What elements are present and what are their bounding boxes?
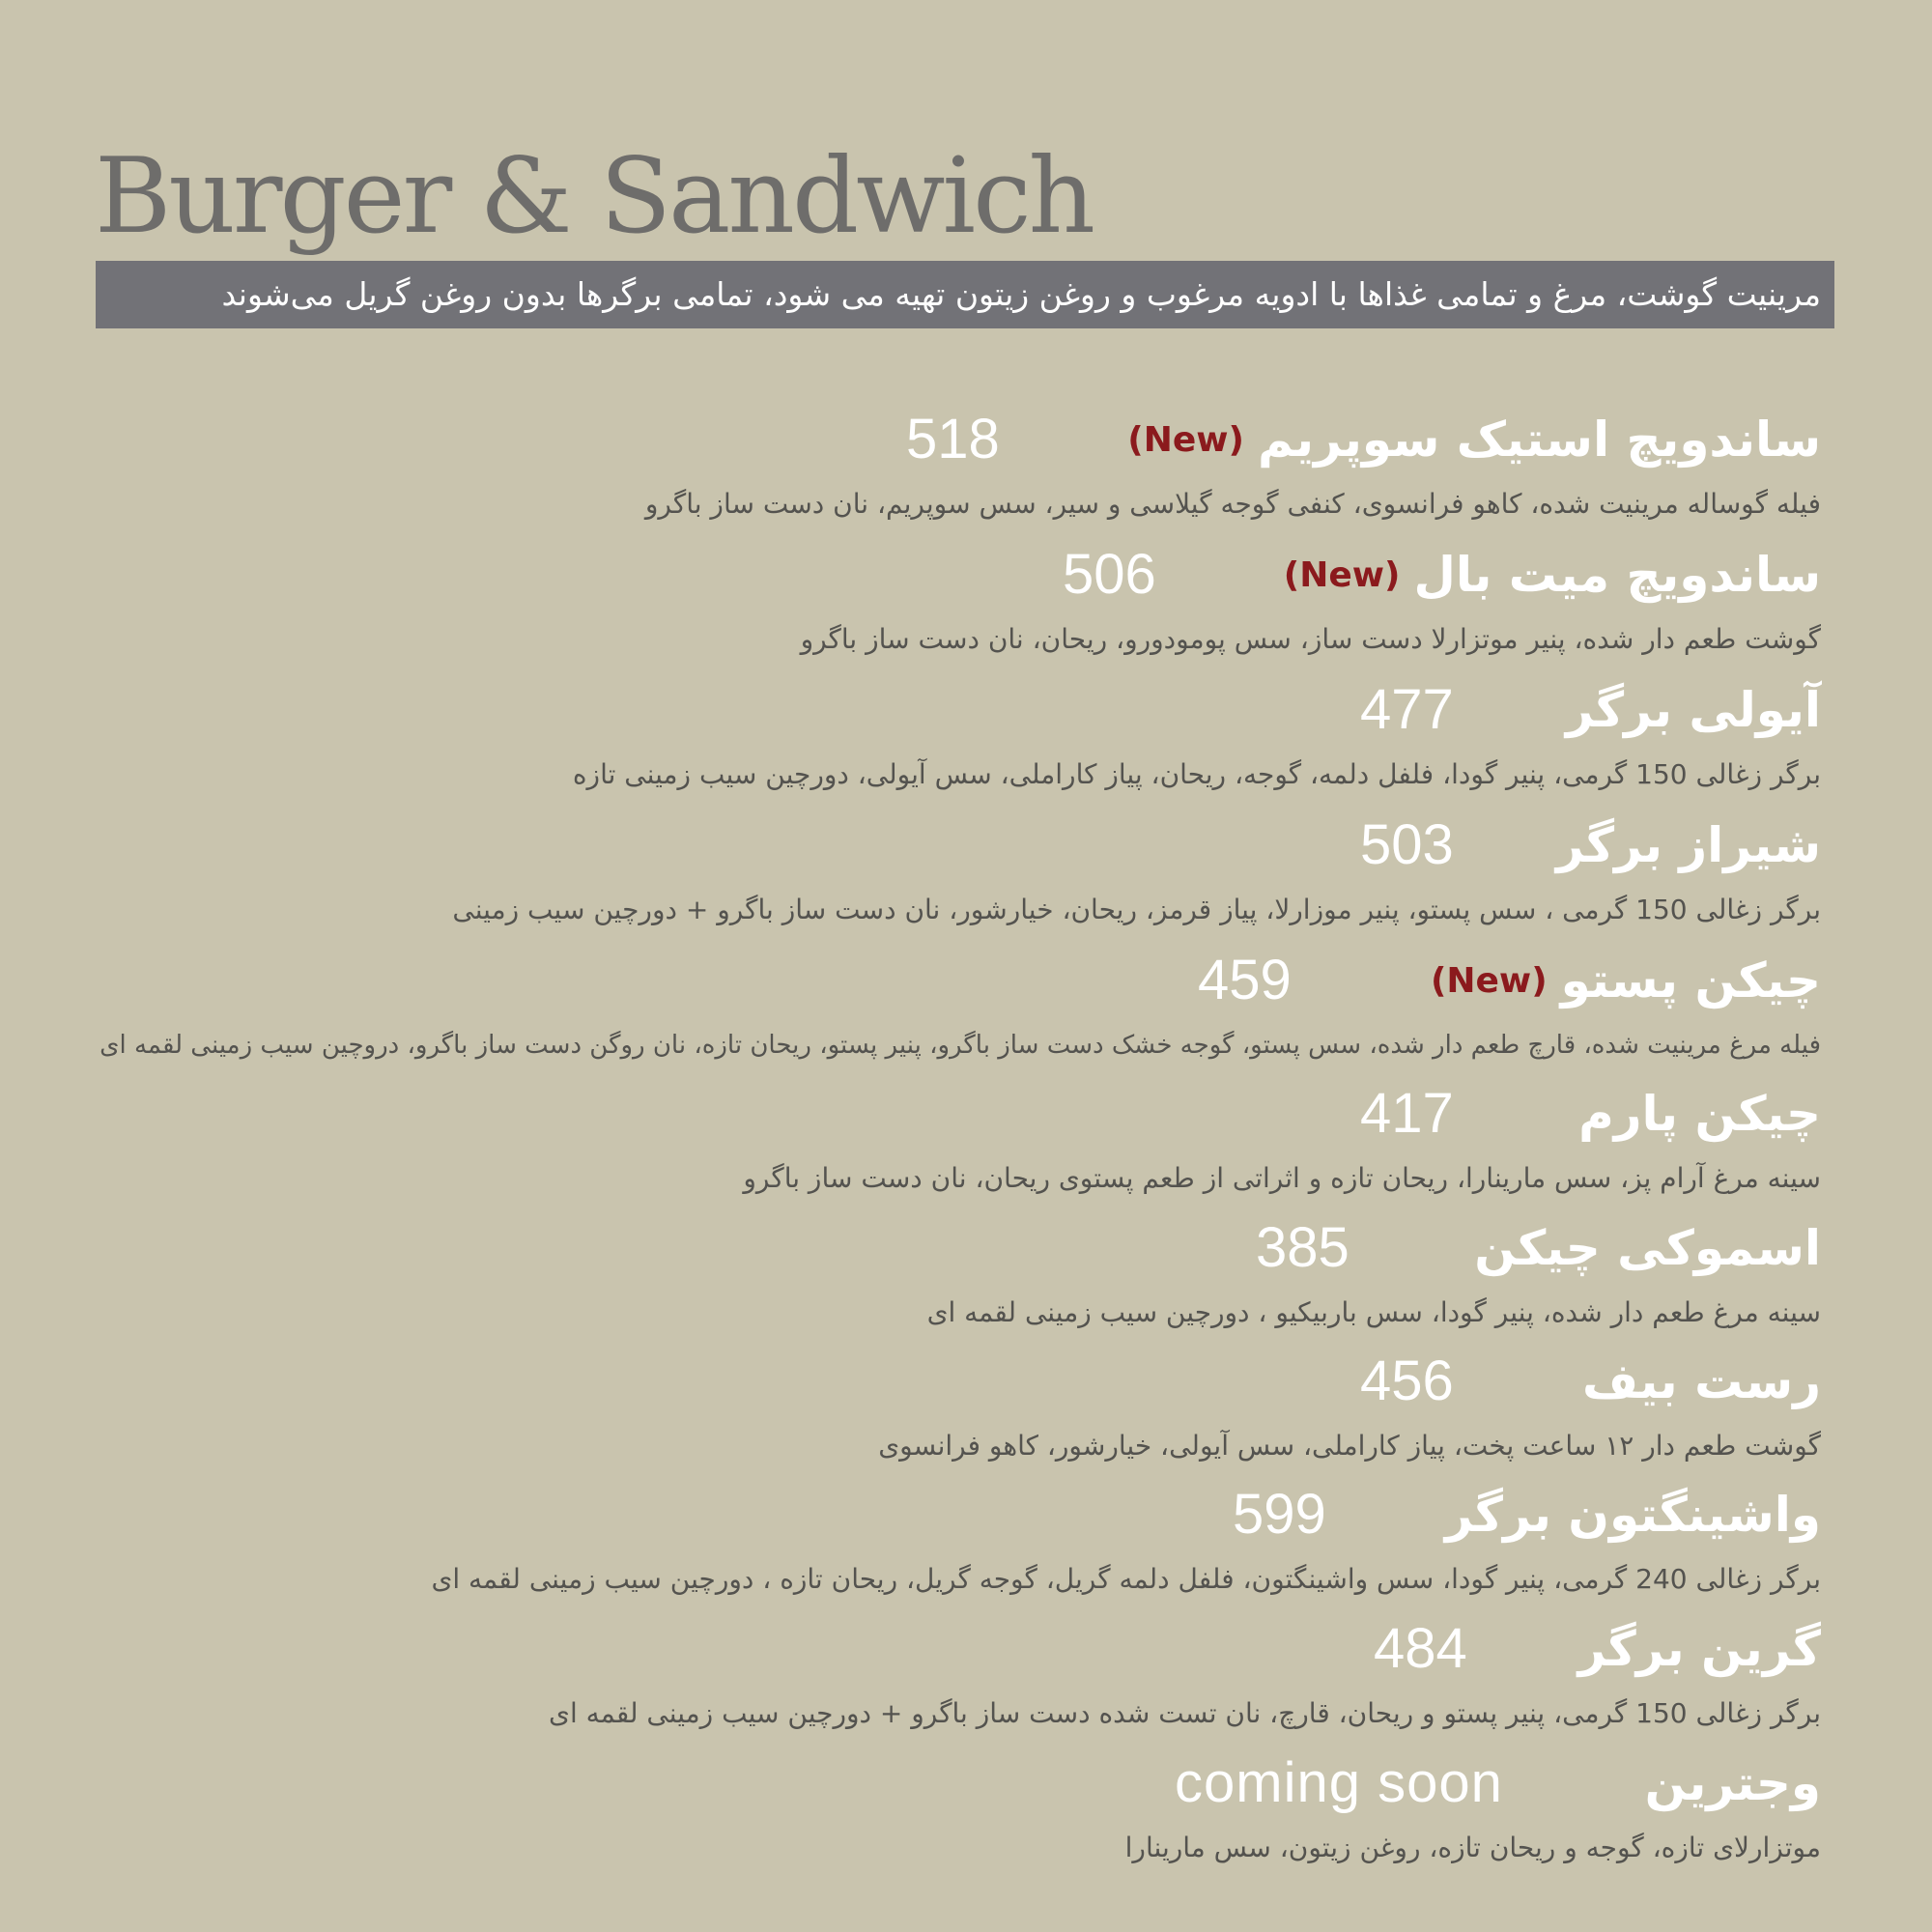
menu-item-description: فیله گوساله مرینیت شده، کاهو فرانسوی، کنفی گوجه گیلاسی و سیر، سس سوپریم، نان دست ساز باگرو [644, 488, 1821, 520]
menu-item [97, 942, 1821, 1075]
menu-item-description: برگر زغالی 240 گرمی، پنیر گودا، سس واشینگتون، فلفل دلمه گریل، گوجه گریل، ریحان تازه ، دورچین سیب زمینی لقمه ای [431, 1563, 1821, 1595]
menu-item-description: سینه مرغ طعم دار شده، پنیر گودا، سس باربیکیو ، دورچین سیب زمینی لقمه ای [926, 1296, 1821, 1328]
menu-item-description: سینه مرغ آرام پز، سس مارینارا، ریحان تازه و اثراتی از طعم پستوی ریحان، نان دست ساز باگرو [743, 1162, 1821, 1194]
menu-item [97, 1343, 1821, 1476]
menu-item-description: موتزارلای تازه، گوجه و ریحان تازه، روغن زیتون، سس مارینارا [1124, 1832, 1821, 1863]
menu-item-price: 456 [1360, 1350, 1454, 1412]
menu-item [97, 671, 1821, 805]
menu-item-header [1127, 401, 1821, 478]
menu-item-price: 459 [1198, 949, 1292, 1011]
menu-item [97, 1476, 1821, 1609]
menu-item [97, 401, 1821, 534]
menu-item-header [1431, 942, 1821, 1019]
menu-item-header [1645, 1745, 1821, 1822]
new-badge: (New) [1127, 419, 1244, 460]
menu-item-description: فیله مرغ مرینیت شده، قارچ طعم دار شده، سس پستو، گوجه خشک دست ساز باگرو، پنیر پستو، ریحان تازه، نان روگن دست ساز باگرو، دروچین سیب زمینی لقمه ای [99, 1031, 1821, 1060]
menu-item-name: ساندویچ استیک سوپریم [1257, 412, 1821, 468]
menu-item-name: واشینگتون برگر [1444, 1487, 1821, 1543]
menu-item [97, 807, 1821, 940]
menu-item-header [1445, 1476, 1821, 1553]
menu-item-description: برگر زغالی 150 گرمی، پنیر پستو و ریحان، قارچ، نان تست شده دست ساز باگرو + دورچین سیب زمینی لقمه ای [549, 1697, 1821, 1729]
menu-item-description: گوشت طعم دار شده، پنیر موتزارلا دست ساز، سس پومودورو، ریحان، نان دست ساز باگرو [800, 623, 1821, 655]
menu-item-header [1582, 1343, 1821, 1420]
menu-item-header [1578, 1075, 1821, 1152]
menu-item-price: coming soon [1175, 1751, 1503, 1814]
menu-item-header [1556, 807, 1821, 884]
menu-item-price: 484 [1374, 1617, 1467, 1680]
menu-item-price: 518 [906, 408, 1000, 470]
menu-item-header [1474, 1209, 1821, 1287]
menu-item [97, 1745, 1821, 1878]
menu-item-header [1284, 536, 1821, 613]
menu-item-description: برگر زغالی 150 گرمی ، سس پستو، پنیر موزارلا، پیاز قرمز، ریحان، خیارشور، نان دست ساز باگرو + دورچین سیب زمینی [452, 894, 1821, 925]
menu-item-name: رست بیف [1581, 1353, 1821, 1409]
menu-item-price: 477 [1360, 678, 1454, 741]
menu-item-price: 599 [1233, 1483, 1326, 1546]
new-badge: (New) [1430, 960, 1548, 1001]
menu-item-header [1578, 1610, 1821, 1688]
menu-title: Burger & Sandwich [95, 136, 1094, 257]
menu-item [97, 536, 1821, 669]
menu-item-name: وجترین [1644, 1755, 1821, 1811]
menu-item-name: گرین برگر [1577, 1621, 1821, 1677]
menu-item-name: ساندویچ میت بال [1413, 547, 1821, 603]
menu-item-name: چیکن پستو [1560, 952, 1821, 1009]
menu-item-name: اسموکی چیکن [1474, 1220, 1821, 1276]
menu-item-price: 503 [1360, 813, 1454, 876]
menu-item-description: برگر زغالی 150 گرمی، پنیر گودا، فلفل دلمه، گوجه، ریحان، پیاز کاراملی، سس آیولی، دورچین سیب زمینی تازه [572, 758, 1821, 790]
menu-item-price: 506 [1063, 543, 1156, 606]
menu-item-name: شیراز برگر [1555, 817, 1821, 873]
menu-item [97, 1209, 1821, 1343]
menu-subtitle-banner: مرینیت گوشت، مرغ و تمامی غذاها با ادویه مرغوب و روغن زیتون تهیه می شود، تمامی برگرها بدون روغن گریل می‌شوند [96, 261, 1834, 328]
menu-item [97, 1075, 1821, 1208]
menu-item-description: گوشت طعم دار ۱۲ ساعت پخت، پیاز کاراملی، سس آیولی، خیارشور، کاهو فرانسوی [878, 1430, 1821, 1462]
menu-item-name: آیولی برگر [1565, 682, 1821, 738]
menu-item-price: 385 [1256, 1216, 1350, 1279]
menu-item-name: چیکن پارم [1578, 1086, 1821, 1142]
new-badge: (New) [1283, 554, 1401, 595]
menu-item-header [1566, 671, 1821, 749]
menu-item [97, 1610, 1821, 1744]
menu-item-price: 417 [1360, 1082, 1454, 1145]
